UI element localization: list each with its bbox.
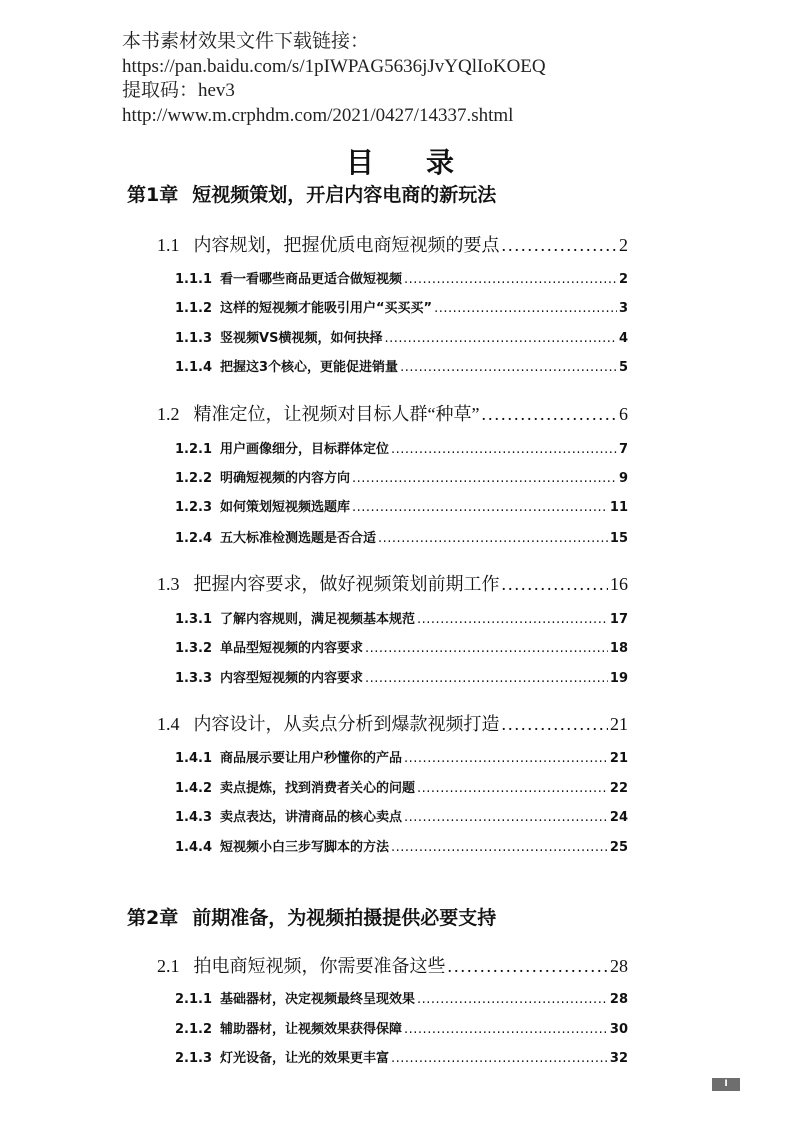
subsection-page: 11 bbox=[609, 500, 628, 515]
dot-leader bbox=[502, 574, 609, 595]
toc-subsection-row[interactable] bbox=[175, 467, 628, 486]
subsection-number: 1.1.4 bbox=[175, 360, 213, 375]
dot-leader bbox=[391, 840, 608, 855]
toc-section-row[interactable] bbox=[157, 231, 628, 257]
dot-leader bbox=[384, 331, 617, 346]
subsection-page: 28 bbox=[609, 992, 628, 1007]
toc-subsection-row[interactable] bbox=[175, 438, 628, 457]
subsection-page: 5 bbox=[618, 360, 628, 375]
dot-leader bbox=[352, 500, 608, 515]
subsection-number: 2.1.1 bbox=[175, 992, 213, 1007]
section-title: 精准定位，让视频对目标人群“种草” bbox=[193, 404, 480, 424]
subsection-number: 2.1.3 bbox=[175, 1051, 213, 1066]
toc-subsection-row[interactable] bbox=[175, 327, 628, 346]
dot-leader bbox=[404, 1022, 608, 1037]
chapter-number: 第1章 bbox=[127, 184, 179, 206]
subsection-title: 卖点表达，讲清商品的核心卖点 bbox=[220, 810, 403, 825]
subsection-title: 单品型短视频的内容要求 bbox=[220, 641, 364, 656]
subsection-page: 22 bbox=[609, 781, 628, 796]
subsection-number: 1.4.2 bbox=[175, 781, 213, 796]
subsection-number: 1.1.2 bbox=[175, 301, 213, 316]
download-link-baidu[interactable]: https://pan.baidu.com/s/1pIWPAG5636jJvYQlIoKOEQ bbox=[122, 55, 546, 77]
toc-subsection-row[interactable] bbox=[175, 1018, 628, 1037]
subsection-title: 短视频小白三步写脚本的方法 bbox=[220, 840, 390, 855]
dot-leader bbox=[400, 360, 617, 375]
subsection-title: 竖视频VS横视频，如何抉择 bbox=[220, 331, 383, 346]
toc-subsection-row[interactable] bbox=[175, 608, 628, 627]
toc-section-row[interactable] bbox=[157, 710, 628, 736]
dot-leader bbox=[417, 612, 608, 627]
section-page: 28 bbox=[610, 956, 628, 976]
toc-subsection-row[interactable] bbox=[175, 356, 628, 375]
subsection-page: 7 bbox=[618, 442, 628, 457]
toc-subsection-row[interactable] bbox=[175, 1047, 628, 1066]
subsection-page: 15 bbox=[609, 531, 628, 546]
toc-section-row[interactable] bbox=[157, 570, 628, 596]
subsection-page: 25 bbox=[609, 840, 628, 855]
section-page: 21 bbox=[610, 714, 628, 734]
subsection-number: 1.4.3 bbox=[175, 810, 213, 825]
subsection-number: 1.2.3 bbox=[175, 500, 213, 515]
download-link-crphdm[interactable]: http://www.m.crphdm.com/2021/0427/14337.shtml bbox=[122, 104, 514, 126]
subsection-title: 如何策划短视频选题库 bbox=[220, 500, 351, 515]
section-number: 1.1 bbox=[157, 235, 180, 255]
subsection-page: 18 bbox=[609, 641, 628, 656]
toc-title: 目录 bbox=[345, 146, 506, 179]
chapter-number: 第2章 bbox=[127, 907, 179, 929]
chapter-title: 短视频策划，开启内容电商的新玩法 bbox=[192, 184, 497, 206]
section-page: 16 bbox=[610, 574, 628, 594]
chapter-heading bbox=[127, 180, 496, 207]
section-title: 把握内容要求，做好视频策划前期工作 bbox=[193, 574, 500, 594]
page-folio: I bbox=[712, 1078, 740, 1091]
subsection-number: 1.4.1 bbox=[175, 751, 213, 766]
toc-subsection-row[interactable] bbox=[175, 268, 628, 287]
section-number: 2.1 bbox=[157, 956, 180, 976]
subsection-title: 用户画像细分，目标群体定位 bbox=[220, 442, 390, 457]
download-info bbox=[122, 30, 546, 128]
section-title: 拍电商短视频，你需要准备这些 bbox=[193, 956, 446, 976]
subsection-title: 明确短视频的内容方向 bbox=[220, 471, 351, 486]
section-number: 1.3 bbox=[157, 574, 180, 594]
toc-subsection-row[interactable] bbox=[175, 836, 628, 855]
subsection-page: 30 bbox=[609, 1022, 628, 1037]
dot-leader bbox=[434, 301, 617, 316]
subsection-page: 2 bbox=[618, 272, 628, 287]
toc-subsection-row[interactable] bbox=[175, 496, 628, 515]
extraction-code: 提取码：hev3 bbox=[122, 80, 235, 101]
toc-subsection-row[interactable] bbox=[175, 806, 628, 825]
toc-subsection-row[interactable] bbox=[175, 667, 628, 686]
dot-leader bbox=[404, 272, 617, 287]
toc-subsection-row[interactable] bbox=[175, 637, 628, 656]
dot-leader bbox=[365, 641, 608, 656]
subsection-page: 9 bbox=[618, 471, 628, 486]
toc-subsection-row[interactable] bbox=[175, 527, 628, 546]
section-page: 2 bbox=[619, 235, 628, 255]
section-page: 6 bbox=[619, 404, 628, 424]
toc-section-row[interactable] bbox=[157, 952, 628, 978]
subsection-number: 1.4.4 bbox=[175, 840, 213, 855]
section-number: 1.2 bbox=[157, 404, 180, 424]
section-title: 内容设计，从卖点分析到爆款视频打造 bbox=[193, 714, 500, 734]
dot-leader bbox=[417, 992, 608, 1007]
section-title: 内容规划，把握优质电商短视频的要点 bbox=[193, 235, 500, 255]
toc-subsection-row[interactable] bbox=[175, 988, 628, 1007]
subsection-number: 1.2.1 bbox=[175, 442, 213, 457]
subsection-number: 1.2.4 bbox=[175, 531, 213, 546]
subsection-title: 灯光设备，让光的效果更丰富 bbox=[220, 1051, 390, 1066]
dot-leader bbox=[404, 751, 608, 766]
subsection-title: 商品展示要让用户秒懂你的产品 bbox=[220, 751, 403, 766]
dot-leader bbox=[502, 714, 609, 735]
dot-leader bbox=[502, 235, 618, 256]
subsection-number: 1.2.2 bbox=[175, 471, 213, 486]
chapter-heading bbox=[127, 903, 496, 930]
subsection-title: 辅助器材，让视频效果获得保障 bbox=[220, 1022, 403, 1037]
subsection-title: 内容型短视频的内容要求 bbox=[220, 671, 364, 686]
chapter-title: 前期准备，为视频拍摄提供必要支持 bbox=[192, 907, 497, 929]
subsection-title: 这样的短视频才能吸引用户“买买买” bbox=[220, 301, 433, 316]
subsection-page: 4 bbox=[618, 331, 628, 346]
subsection-title: 基础器材，决定视频最终呈现效果 bbox=[220, 992, 416, 1007]
dot-leader bbox=[378, 531, 608, 546]
subsection-number: 1.3.3 bbox=[175, 671, 213, 686]
subsection-number: 1.3.1 bbox=[175, 612, 213, 627]
dot-leader bbox=[365, 671, 608, 686]
download-label: 本书素材效果文件下载链接： bbox=[122, 31, 370, 52]
section-number: 1.4 bbox=[157, 714, 180, 734]
toc-section-row[interactable] bbox=[157, 400, 628, 426]
dot-leader bbox=[391, 1051, 608, 1066]
toc-subsection-row[interactable] bbox=[175, 297, 628, 316]
subsection-title: 五大标准检测选题是否合适 bbox=[220, 531, 377, 546]
subsection-page: 19 bbox=[609, 671, 628, 686]
subsection-title: 了解内容规则，满足视频基本规范 bbox=[220, 612, 416, 627]
subsection-page: 32 bbox=[609, 1051, 628, 1066]
subsection-page: 21 bbox=[609, 751, 628, 766]
dot-leader bbox=[391, 442, 617, 457]
toc-subsection-row[interactable] bbox=[175, 747, 628, 766]
subsection-number: 1.1.1 bbox=[175, 272, 213, 287]
subsection-title: 看一看哪些商品更适合做短视频 bbox=[220, 272, 403, 287]
subsection-page: 24 bbox=[609, 810, 628, 825]
subsection-number: 1.3.2 bbox=[175, 641, 213, 656]
subsection-title: 卖点提炼，找到消费者关心的问题 bbox=[220, 781, 416, 796]
dot-leader bbox=[481, 404, 617, 425]
subsection-number: 2.1.2 bbox=[175, 1022, 213, 1037]
toc-subsection-row[interactable] bbox=[175, 777, 628, 796]
dot-leader bbox=[448, 956, 609, 977]
subsection-page: 17 bbox=[609, 612, 628, 627]
subsection-number: 1.1.3 bbox=[175, 331, 213, 346]
subsection-title: 把握这3个核心，更能促进销量 bbox=[220, 360, 399, 375]
subsection-page: 3 bbox=[618, 301, 628, 316]
dot-leader bbox=[352, 471, 617, 486]
dot-leader bbox=[404, 810, 608, 825]
dot-leader bbox=[417, 781, 608, 796]
